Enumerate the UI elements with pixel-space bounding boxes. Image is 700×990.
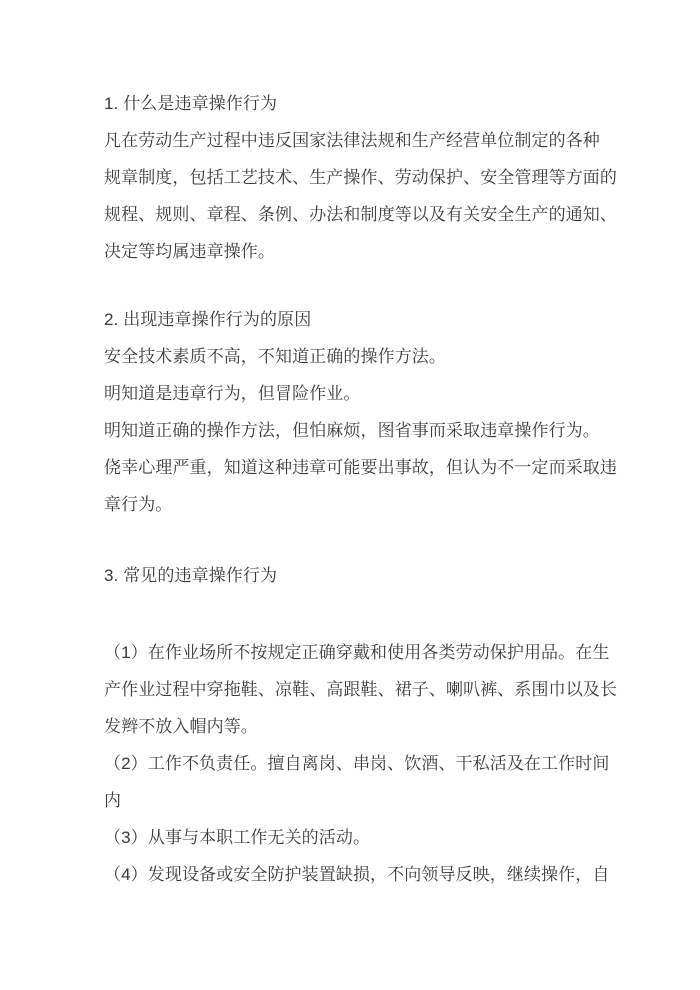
text-line: 内 (104, 791, 122, 810)
paragraph (104, 819, 604, 856)
paragraph (104, 856, 610, 893)
paragraph (104, 412, 604, 449)
text-line: 发辫不放入帽内等。 (104, 717, 258, 736)
text-line: 侥幸心理严重，知道这种违章可能要出事故，但认为不一定而采取违 (104, 458, 617, 477)
section-heading: 1. 什么是违章操作行为 (104, 94, 278, 113)
section (104, 85, 617, 270)
text-line: 明知道正确的操作方法，但怕麻烦，图省事而采取违章操作行为。 (104, 421, 600, 440)
text-line: 章行为。 (104, 495, 173, 514)
text-line: 凡在劳动生产过程中违反国家法律法规和生产经营单位制定的各种 (104, 131, 600, 150)
text-line: 明知道是违章行为，但冒险作业。 (104, 384, 361, 403)
section-heading: 3. 常见的违章操作行为 (104, 566, 278, 585)
text-line: （1）在作业场所不按规定正确穿戴和使用各类劳动保护用品。在生 (104, 643, 610, 662)
text-line: 安全技术素质不高，不知道正确的操作方法。 (104, 347, 446, 366)
document-content (104, 85, 617, 893)
text-line: 规程、规则、章程、条例、办法和制度等以及有关安全生产的通知、 (104, 205, 617, 224)
paragraph (104, 745, 610, 819)
section-heading: 2. 出现违章操作行为的原因 (104, 310, 312, 329)
section (104, 557, 617, 893)
text-line: 产作业过程中穿拖鞋、凉鞋、高跟鞋、裙子、喇叭裤、系围巾以及长 (104, 680, 617, 699)
paragraph (104, 122, 617, 270)
text-line: 决定等均属违章操作。 (104, 242, 275, 261)
text-line: （4）发现设备或安全防护装置缺损，不向领导反映，继续操作，自 (104, 865, 610, 884)
text-line: 规章制度，包括工艺技术、生产操作、劳动保护、安全管理等方面的 (104, 168, 617, 187)
text-line: （2）工作不负责任。擅自离岗、串岗、饮酒、干私活及在工作时间 (104, 754, 610, 773)
text-line: （3）从事与本职工作无关的活动。 (104, 828, 371, 847)
paragraph (104, 449, 617, 523)
paragraph (104, 634, 617, 745)
section (104, 301, 617, 523)
paragraph (104, 375, 604, 412)
paragraph (104, 338, 604, 375)
